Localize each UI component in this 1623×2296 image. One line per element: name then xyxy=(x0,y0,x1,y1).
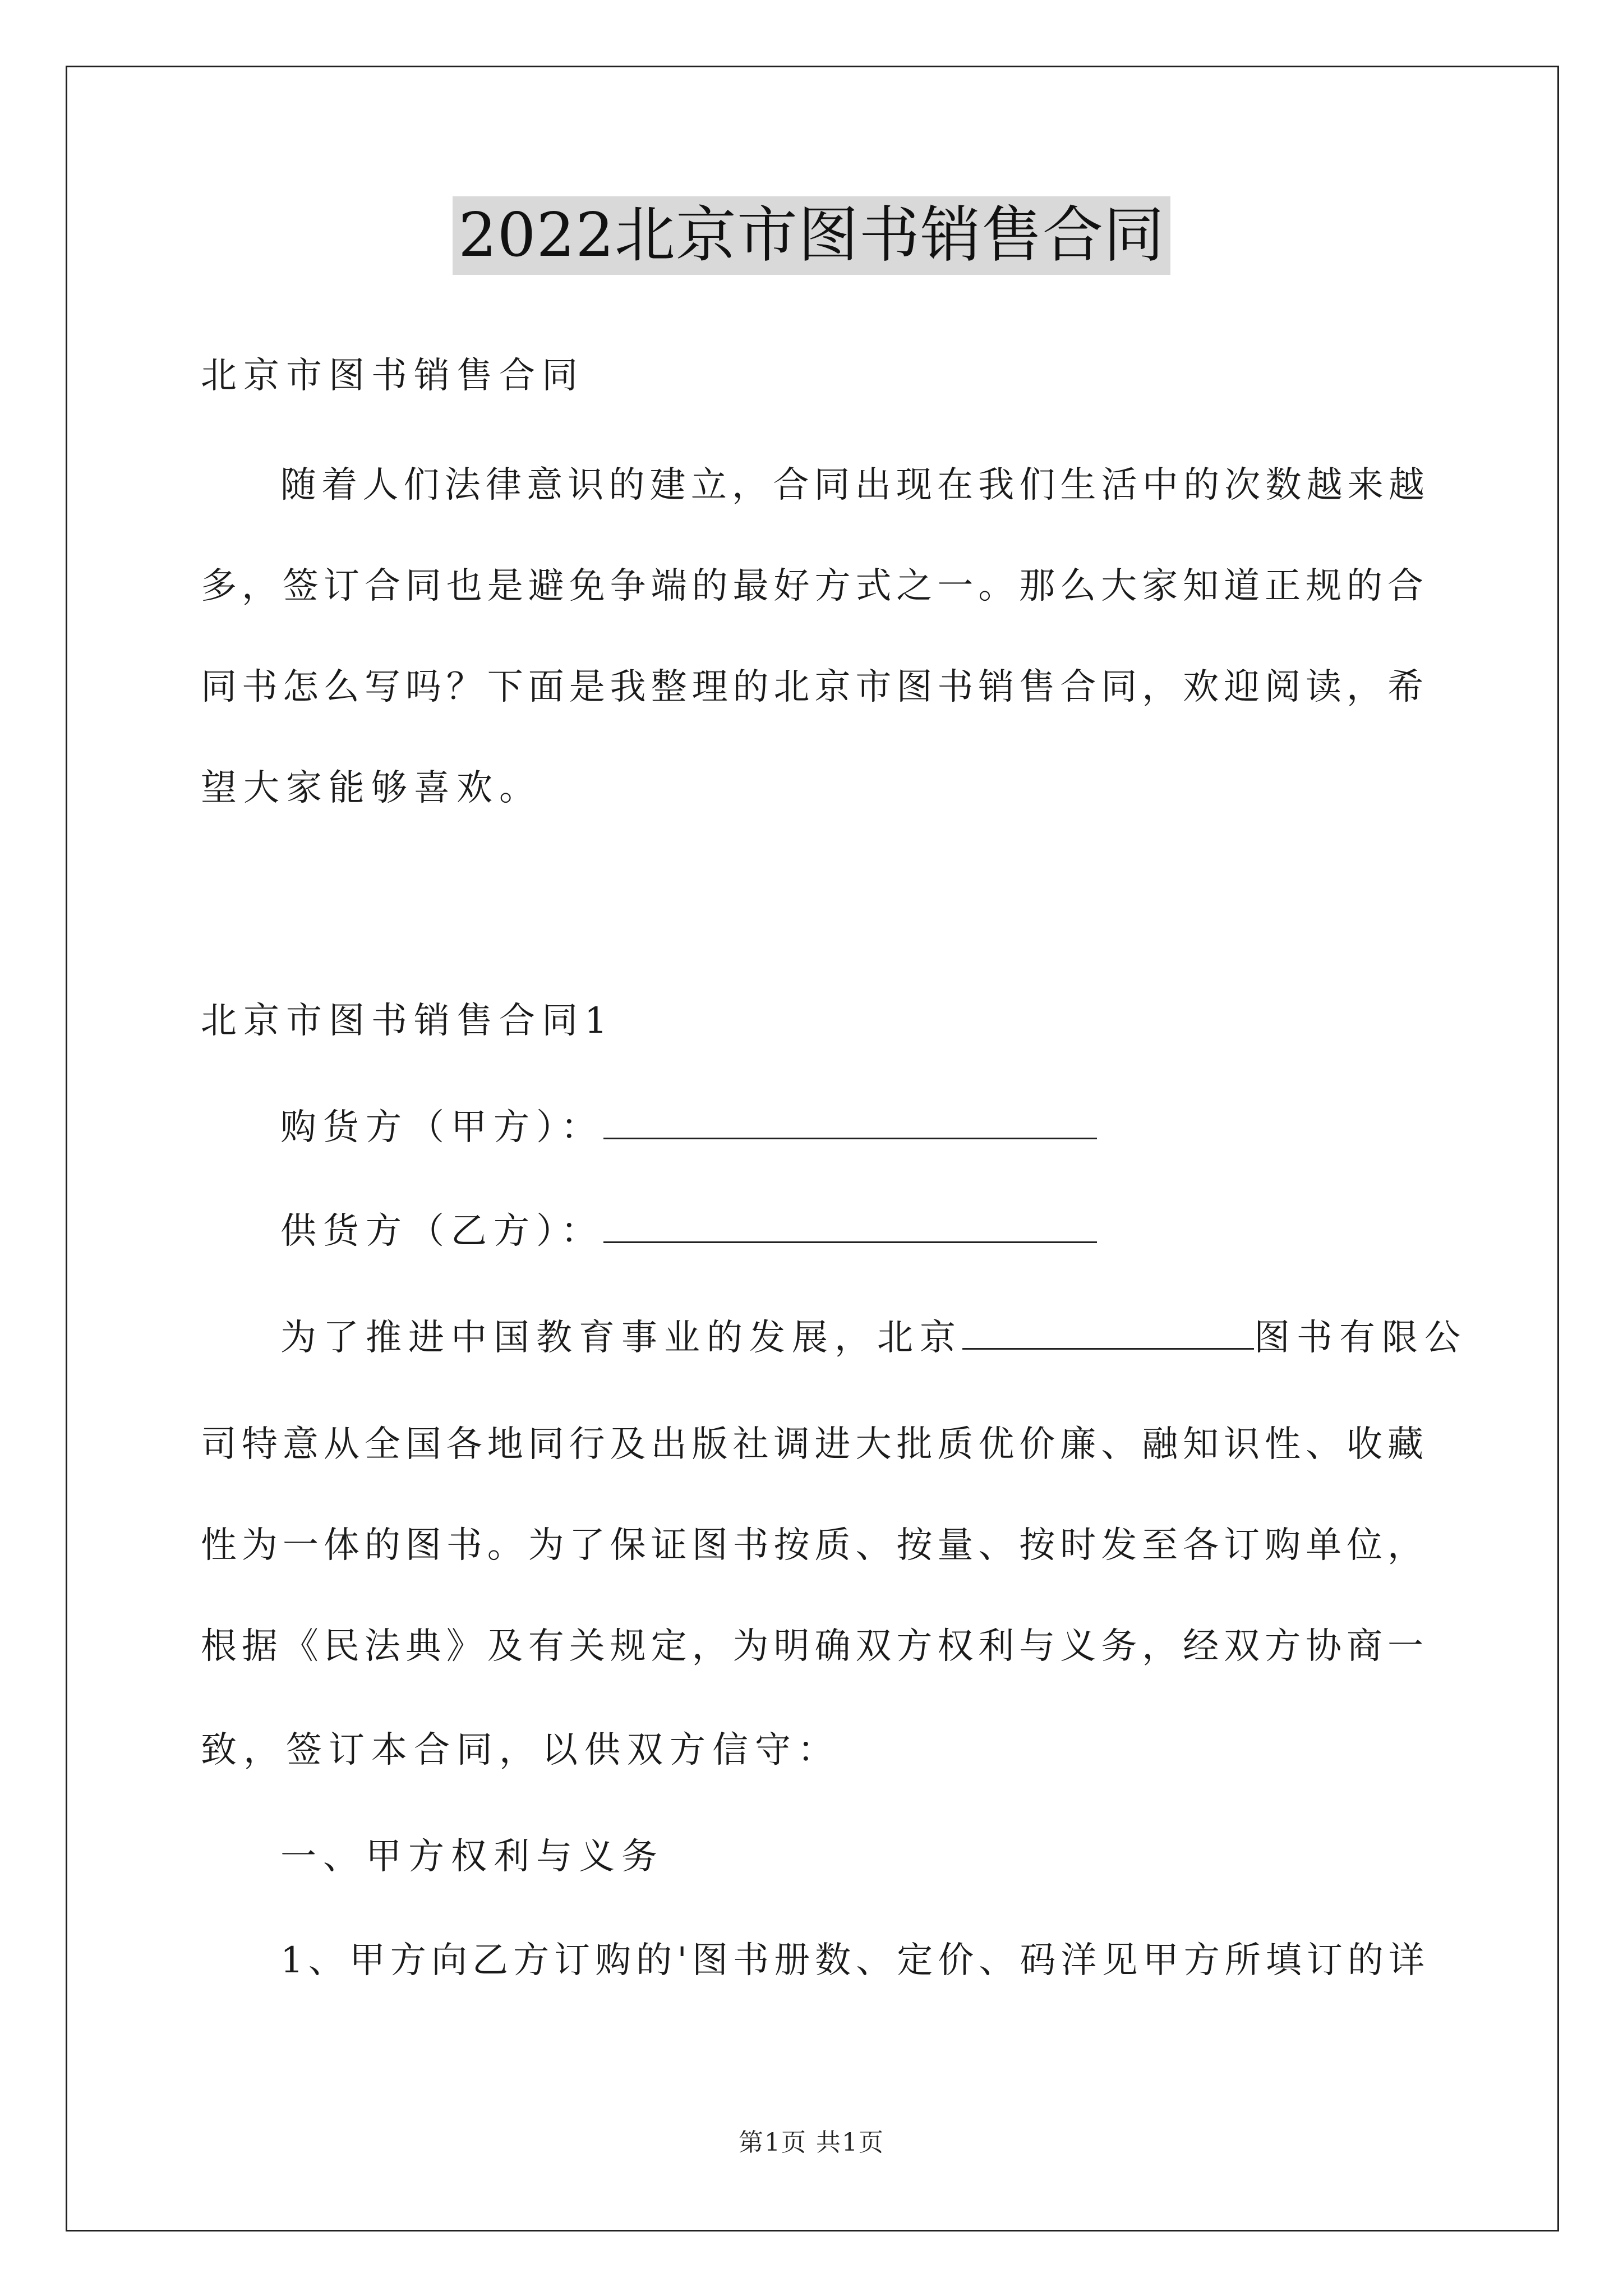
supplier-field xyxy=(280,1206,1097,1257)
body-line-1-suffix: 图书有限公 xyxy=(1254,1317,1467,1359)
page-footer: 第1页 共1页 xyxy=(739,2128,884,2157)
buyer-blank[interactable] xyxy=(603,1103,1097,1139)
body-line-2: 司特意从全国各地同行及出版社调进大批质优价廉、融知识性、收藏 xyxy=(201,1424,1423,1465)
company-name-blank[interactable] xyxy=(962,1313,1254,1350)
intro-line-1: 随着人们法律意识的建立，合同出现在我们生活中的次数越来越 xyxy=(280,464,1424,506)
buyer-label: 购货方（甲方）： xyxy=(280,1107,603,1148)
body-line-1 xyxy=(280,1313,1467,1363)
intro-line-2: 多，签订合同也是避免争端的最好方式之一。那么大家知道正规的合 xyxy=(201,565,1423,607)
clause-1: 1、甲方向乙方订购的'图书册数、定价、码洋见甲方所填订的详 xyxy=(280,1940,1424,1981)
intro-line-3: 同书怎么写吗？下面是我整理的北京市图书销售合同，欢迎阅读，希 xyxy=(201,666,1423,708)
document-subtitle: 北京市图书销售合同 xyxy=(201,355,584,397)
contract-heading: 北京市图书销售合同1 xyxy=(201,1000,614,1042)
buyer-field xyxy=(280,1102,1097,1153)
document-title: 2022北京市图书销售合同 xyxy=(453,196,1170,275)
section-1-heading: 一、甲方权利与义务 xyxy=(280,1836,664,1878)
body-line-1-prefix: 为了推进中国教育事业的发展，北京 xyxy=(280,1317,962,1359)
intro-line-4: 望大家能够喜欢。 xyxy=(201,767,542,809)
body-line-3: 性为一体的图书。为了保证图书按质、按量、按时发至各订购单位， xyxy=(201,1525,1423,1566)
body-line-5: 致，签订本合同，以供双方信守： xyxy=(201,1729,840,1771)
supplier-label: 供货方（乙方）： xyxy=(280,1211,603,1252)
supplier-blank[interactable] xyxy=(603,1207,1097,1243)
body-line-4: 根据《民法典》及有关规定，为明确双方权利与义务，经双方协商一 xyxy=(201,1626,1423,1667)
